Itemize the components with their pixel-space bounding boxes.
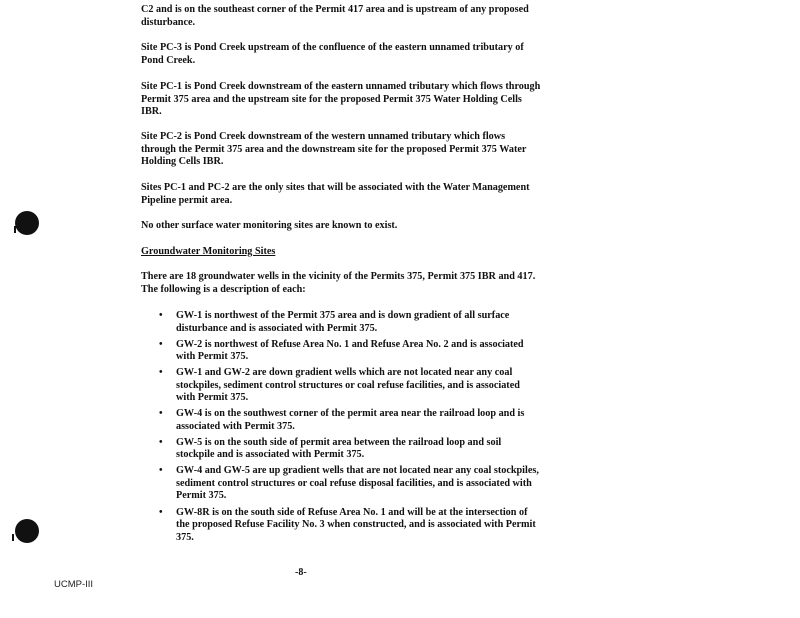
bullet-icon: • <box>159 338 163 350</box>
list-item: • GW-4 is on the southwest corner of the permit area near the railroad loop and is associated with Permit 375. <box>159 408 525 432</box>
list-item: • GW-1 is northwest of the Permit 375 area and is down gradient of all surface disturbance and is associated with Permit 375. <box>159 310 510 334</box>
groundwater-well-list <box>141 310 541 548</box>
list-item: • GW-1 and GW-2 are down gradient wells which are not located near any coal stockpiles, sediment control structures or coal refuse facilities, and is associated with Permit 375. <box>159 367 520 404</box>
paragraph-no-other-sites: No other surface water monitoring sites are known to exist. <box>141 220 398 231</box>
list-item: • GW-2 is northwest of Refuse Area No. 1 and Refuse Area No. 2 and is associated with Permit 375. <box>159 338 524 363</box>
hole-punch-mark <box>12 534 14 541</box>
bullet-icon: • <box>159 408 163 420</box>
bullet-icon: • <box>159 367 163 379</box>
paragraph-pc1: Site PC-1 is Pond Creek downstream of the eastern unnamed tributary which flows through Permit 375 area and the upstream site for the proposed Permit 375 Water Holding Cells IBR. <box>141 81 541 117</box>
footer-doc-id: UCMP-III <box>54 579 94 590</box>
hole-punch-mark <box>14 226 16 233</box>
list-item: • GW-5 is on the south side of permit area between the railroad loop and soil stockpile and is associated with Permit 375. <box>159 436 502 461</box>
hole-punch-icon <box>15 519 39 543</box>
groundwater-intro: There are 18 groundwater wells in the vicinity of the Permits 375, Permit 375 IBR and 417. The following is a description of each: <box>141 271 536 295</box>
list-item: • GW-4 and GW-5 are up gradient wells that are not located near any coal stockpiles, sediment control structures or coal refuse disposal facilities, and is associated with Permit 375. <box>159 465 539 502</box>
bullet-icon: • <box>159 436 163 448</box>
list-item: • GW-8R is on the south side of Refuse Area No. 1 and will be at the intersection of the proposed Refuse Facility No. 3 when constructed, and is associated with Permit 375. <box>159 506 536 543</box>
bullet-icon: • <box>159 310 163 321</box>
bullet-icon: • <box>159 506 163 518</box>
paragraph-pipeline: Sites PC-1 and PC-2 are the only sites that will be associated with the Water Management Pipeline permit area. <box>141 182 530 206</box>
hole-punch-icon <box>15 211 39 235</box>
groundwater-heading: Groundwater Monitoring Sites <box>141 246 276 257</box>
paragraph-c2: C2 and is on the southeast corner of the Permit 417 area and is upstream of any proposed disturbance. <box>141 4 529 28</box>
page-number: -8- <box>295 567 307 578</box>
paragraph-pc3: Site PC-3 is Pond Creek upstream of the confluence of the eastern unnamed tributary of Pond Creek. <box>141 42 524 66</box>
paragraph-pc2: Site PC-2 is Pond Creek downstream of the western unnamed tributary which flows through the Permit 375 area and the downstream site for the proposed Permit 375 Water Holding Cells IBR. <box>141 131 527 167</box>
bullet-icon: • <box>159 465 163 477</box>
